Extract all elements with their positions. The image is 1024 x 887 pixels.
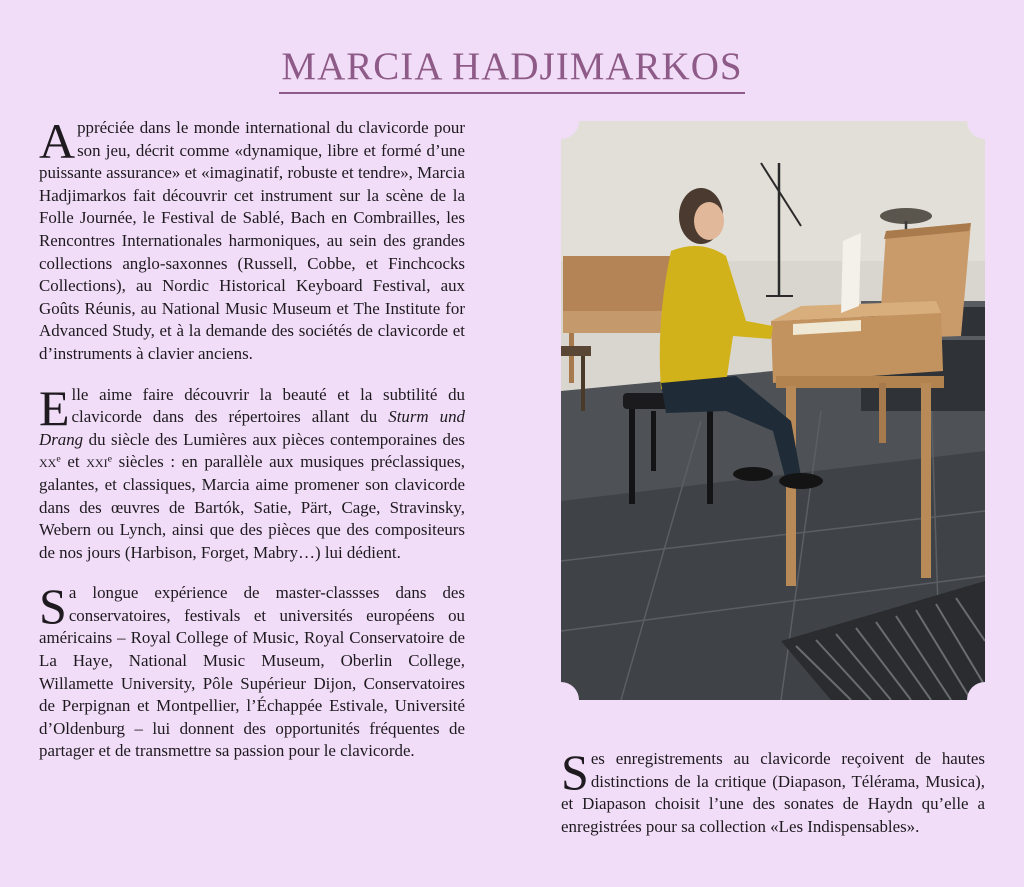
paragraph-text: du siècle des Lumières aux pièces contemporaines des: [83, 429, 465, 449]
paragraph-text: ppréciée dans le monde international du clavicorde pour son jeu, décrit comme «dynamique, libre et formé d’une puissante assurance» et «imaginatif, robuste et tendre», Marcia Hadjimarkos fait découvrir cet instrument sur la scène de la Folle Journée, le Festival de Sablé, Bach en Combrailles, les Rencontres Internationales harmoniques, au sein des grandes collections anglo-saxonnes (Russell, Cobbe, et Finchcocks Collections), au Nordic Historical Keyboard Festival, aux Goûts Réunis, au National Music Museum et The Institute for Advanced Study, et à la demande des sociétés de clavicorde et d’instruments à clavier anciens.: [39, 118, 465, 363]
paragraph-intro: [39, 113, 465, 366]
right-column: [561, 744, 985, 856]
dropcap: E: [39, 379, 70, 436]
paragraph-recordings: [561, 744, 985, 838]
century-numeral: xx: [39, 452, 57, 472]
paragraph-text: lle aime faire découvrir la beauté et la subtilité du clavicorde dans des répertoires allant du: [71, 384, 465, 427]
paragraph-masterclasses: [39, 578, 465, 763]
paragraph-text: et: [60, 452, 87, 472]
title-text: MARCIA HADJIMARKOS: [279, 44, 744, 94]
page-title: [0, 44, 1024, 94]
dropcap: S: [39, 578, 67, 635]
left-column: [39, 113, 465, 781]
century-numeral: xxi: [86, 452, 108, 472]
photo-illustration: [561, 121, 985, 700]
superscript: e: [56, 453, 61, 465]
paragraph-text: siècles : en parallèle aux musiques préclassiques, galantes, et classiques, Marcia aime promener son clavicorde dans des œuvres de Bartók, Satie, Pärt, Cage, Stravinsky, Webern ou Lynch, ainsi que des pièces que des compositeurs de nos jours (Harbison, Forget, Mabry…) lui dédient.: [39, 452, 465, 562]
dropcap: A: [39, 113, 76, 169]
italic-term: Sturm und Drang: [39, 407, 465, 449]
paragraph-text: a longue expérience de master-classses dans des conservatoires, festivals et universités européens ou américains – Royal College of Music, Royal Conservatoire de La Haye, National Music Museum, Oberlin College, Willamette University, Pôle Supérieur Dijon, Conservatoires de Perpignan et Montpellier, l’Échappée Estivale, Université d’Oldenburg – lui donnent des opportunités fréquentes de partager et de transmettre sa passion pour le clavicorde.: [39, 583, 465, 761]
superscript: e: [107, 453, 112, 465]
paragraph-repertoire: [39, 379, 465, 565]
paragraph-text: es enregistrements au clavicorde reçoivent de hautes distinctions de la critique (Diapason, Télérama, Musica), et Diapason choisit l’une des sonates de Haydn qu’elle a enregistrées pour sa collection «Les Indispensables».: [561, 749, 985, 836]
dropcap: S: [561, 744, 589, 800]
photo-performer-clavichord: [561, 121, 985, 700]
